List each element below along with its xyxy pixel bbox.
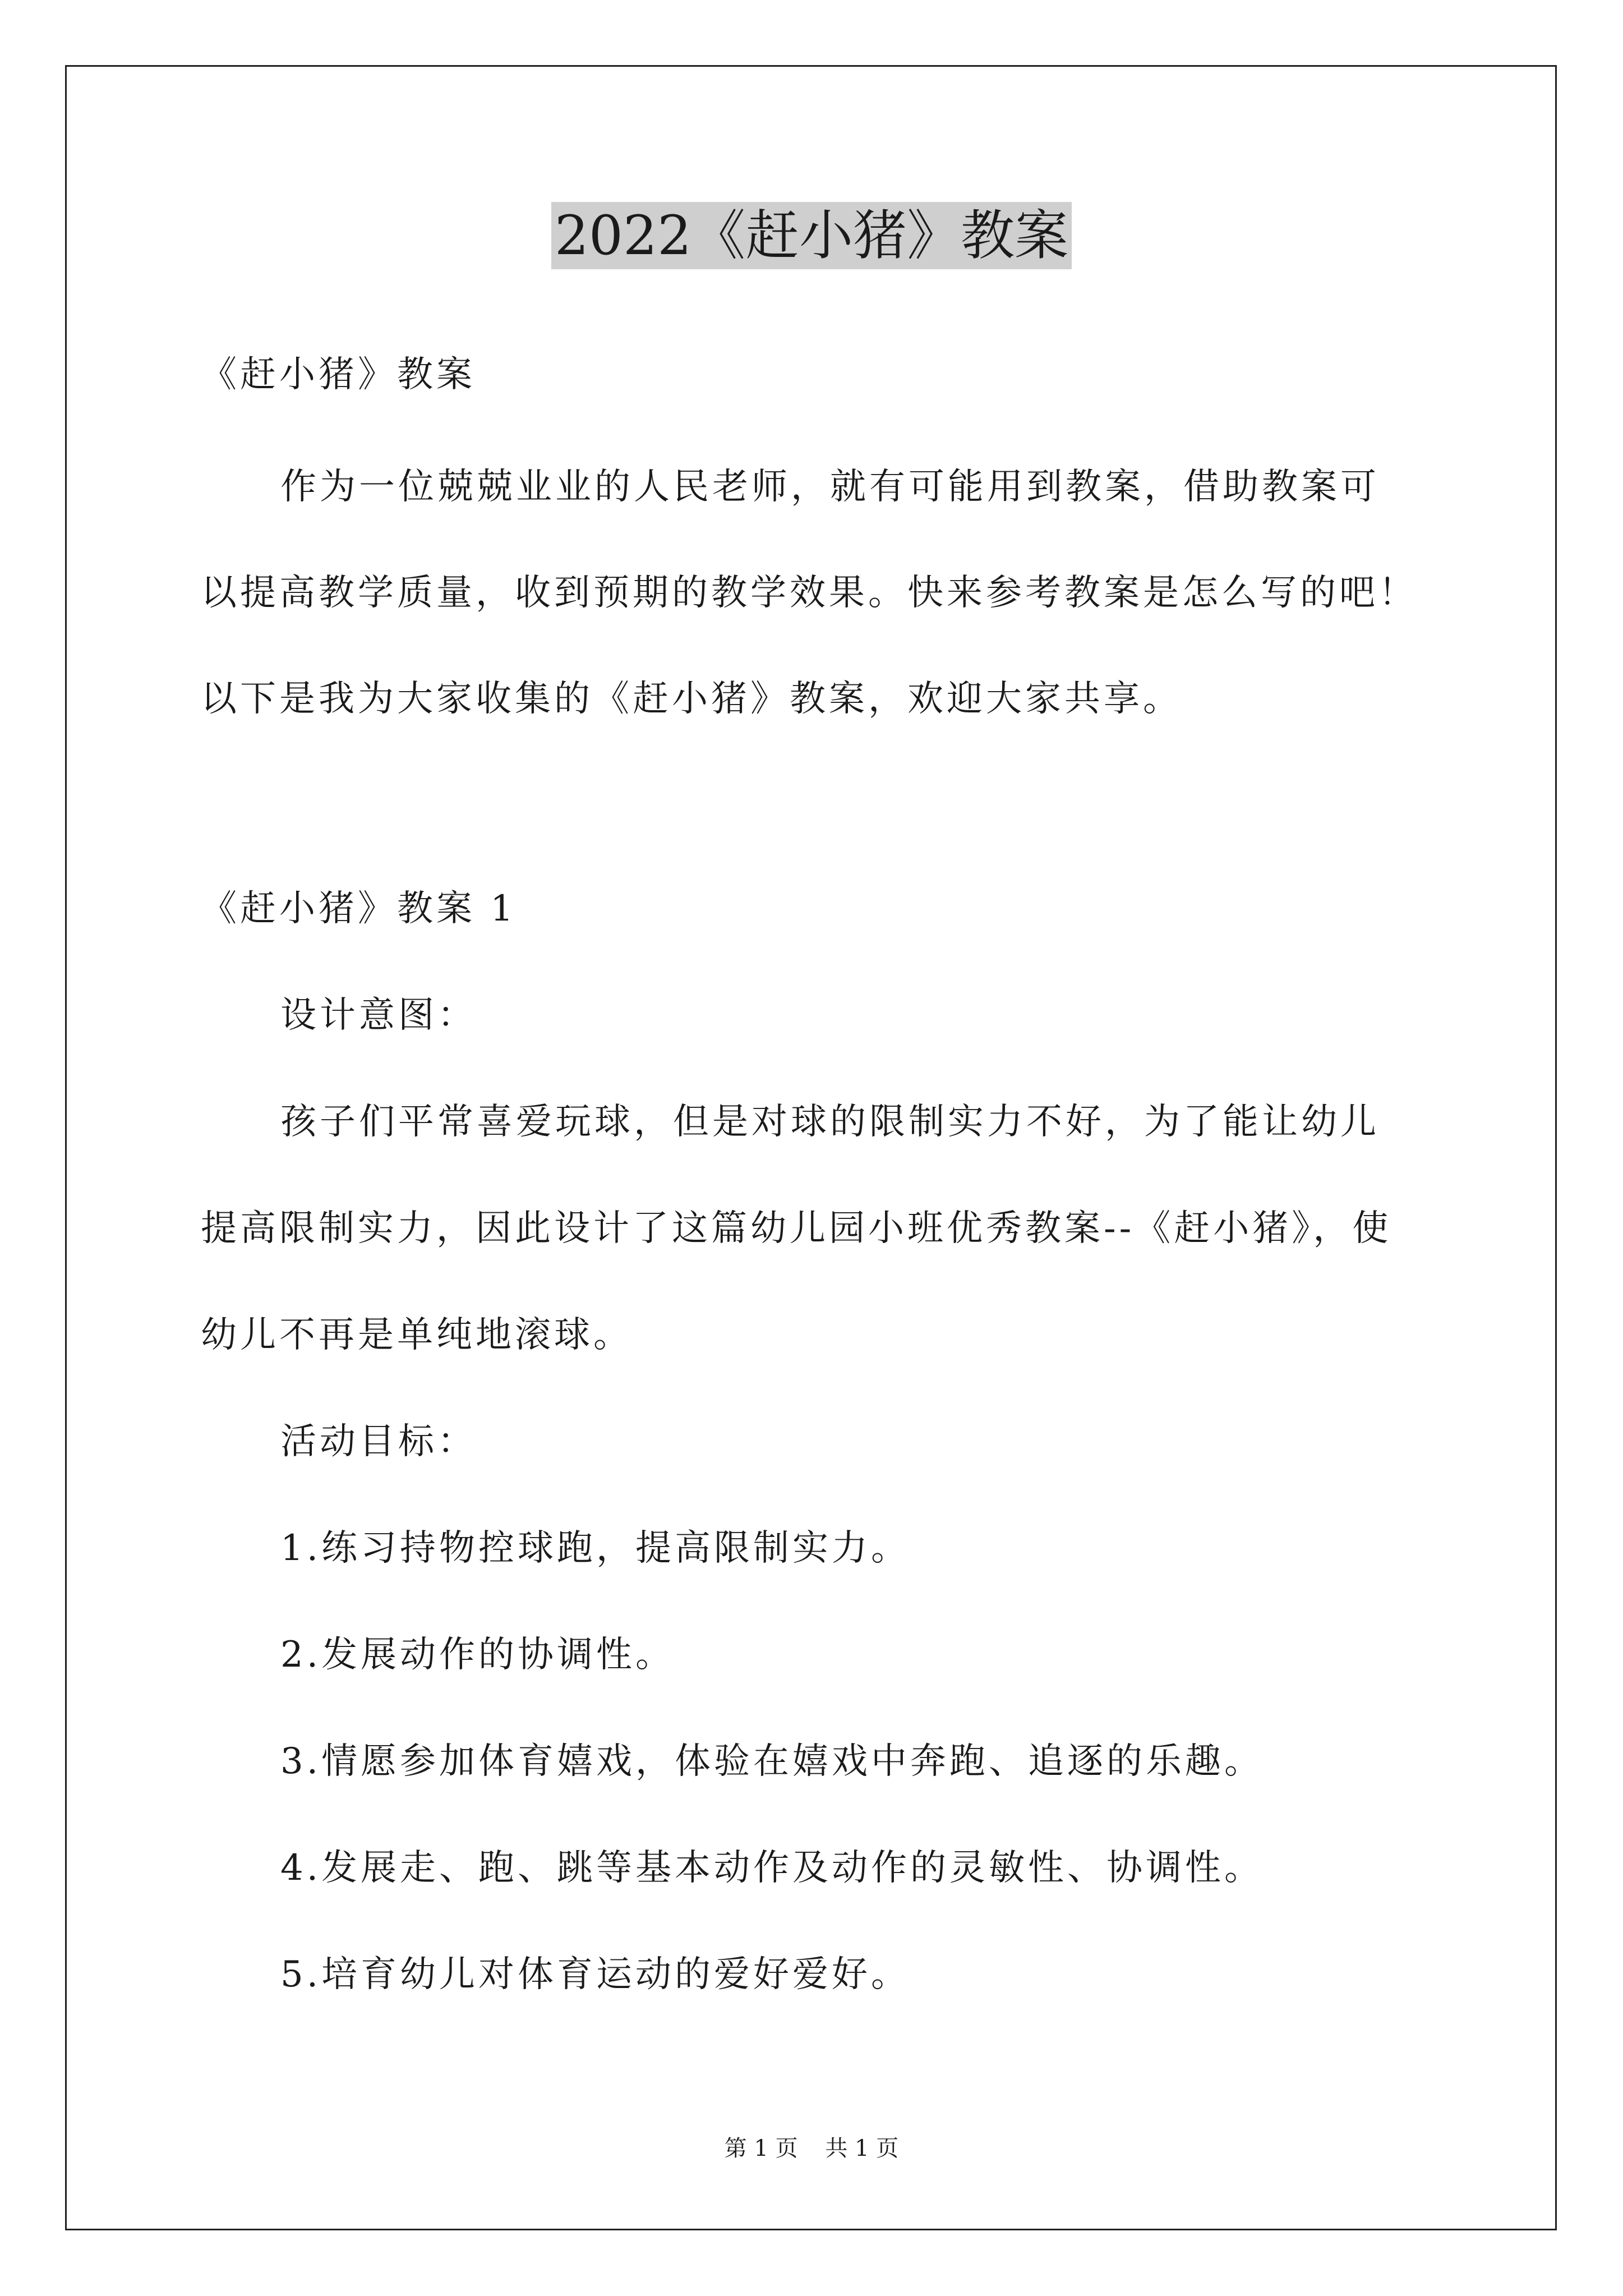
- subtitle: 《赶小猪》教案: [201, 354, 476, 395]
- intro-line-1: 作为一位兢兢业业的人民老师，就有可能用到教案，借助教案可: [280, 466, 1380, 508]
- goal-item-3: 3.情愿参加体育嬉戏，体验在嬉戏中奔跑、追逐的乐趣。: [280, 1741, 1264, 1782]
- goal-item-4: 4.发展走、跑、跳等基本动作及动作的灵敏性、协调性。: [280, 1847, 1264, 1889]
- document-title-text: 2022《赶小猪》教案: [551, 202, 1072, 269]
- page-footer: [0, 2132, 1623, 2165]
- goals-heading: 活动目标：: [280, 1421, 477, 1462]
- intro-line-3: 以下是我为大家收集的《赶小猪》教案，欢迎大家共享。: [201, 678, 1182, 720]
- goal-item-2: 2.发展动作的协调性。: [280, 1634, 675, 1676]
- section-heading: 《赶小猪》教案 1: [201, 888, 517, 930]
- design-line-2: 提高限制实力，因此设计了这篇幼儿园小班优秀教案--《赶小猪》，使: [201, 1208, 1392, 1249]
- page-current: 第 1 页: [724, 2136, 798, 2161]
- goal-item-5: 5.培育幼儿对体育运动的爱好爱好。: [280, 1954, 911, 1995]
- goal-item-1: 1.练习持物控球跑，提高限制实力。: [280, 1527, 911, 1569]
- page-total: 共 1 页: [825, 2136, 899, 2161]
- design-line-1: 孩子们平常喜爱玩球，但是对球的限制实力不好，为了能让幼儿: [280, 1101, 1380, 1143]
- intro-line-2: 以提高教学质量，收到预期的教学效果。快来参考教案是怎么写的吧！: [201, 572, 1418, 614]
- design-heading: 设计意图：: [280, 995, 477, 1036]
- document-title: [0, 196, 1623, 275]
- design-line-3: 幼儿不再是单纯地滚球。: [201, 1314, 633, 1356]
